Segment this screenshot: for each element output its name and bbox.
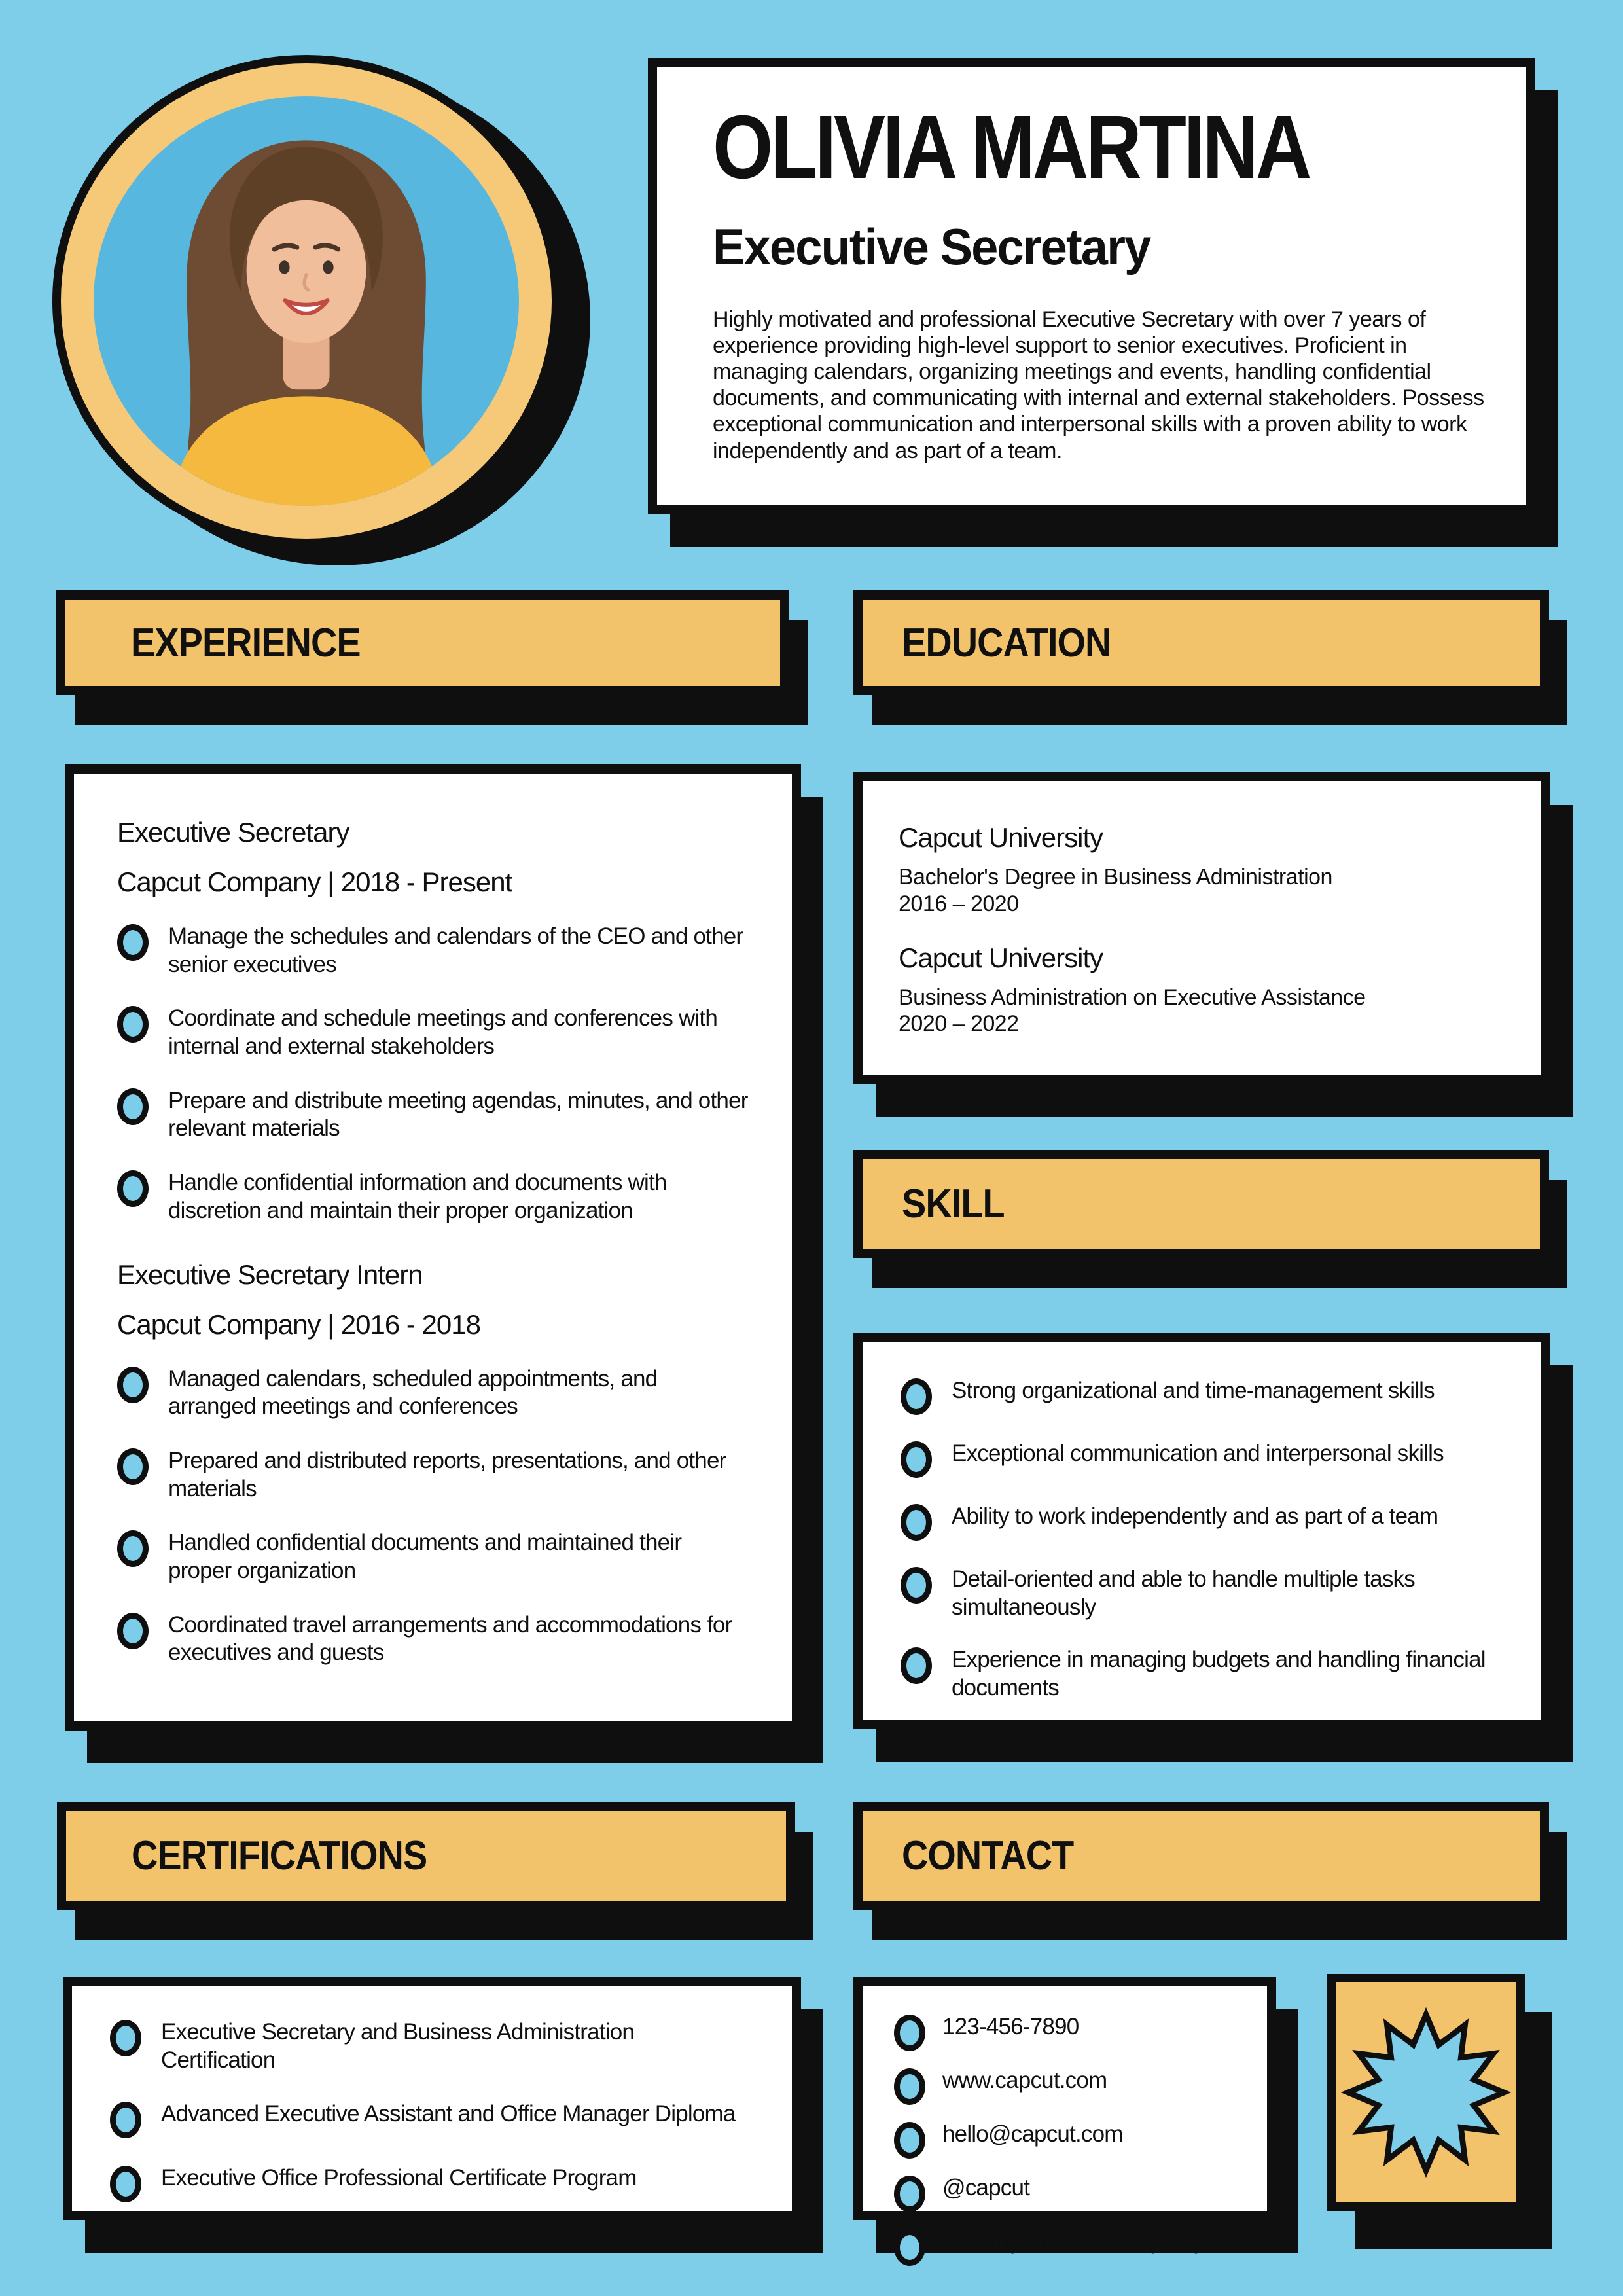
profile-photo-frame [52, 55, 560, 547]
job-bullet-list [117, 923, 749, 1225]
bullet-text: Manage the schedules and calendars of the CEO and other senior executives [168, 924, 743, 977]
website-url: www.capcut.com [942, 2068, 1107, 2093]
education-years: 2020 – 2022 [899, 1011, 1019, 1037]
list-item [901, 1503, 1503, 1541]
bullet-circle-icon [110, 2166, 141, 2202]
school-name: Capcut University [899, 822, 1103, 853]
list-item [117, 923, 749, 978]
job-bullet-list [117, 1365, 749, 1668]
list-item [894, 2067, 1236, 2105]
skill-section-header [853, 1150, 1549, 1258]
phone-number: 123-456-7890 [942, 2014, 1079, 2039]
list-item [901, 1440, 1503, 1478]
list-item [901, 1646, 1503, 1702]
bullet-circle-icon [110, 2102, 141, 2138]
list-item [110, 2164, 754, 2202]
certifications-card [63, 1977, 801, 2220]
bullet-circle-icon [110, 2020, 141, 2056]
list-item [117, 1005, 749, 1060]
certifications-section-header [57, 1802, 795, 1910]
certification-text: Executive Office Professional Certificate Program [161, 2165, 637, 2191]
bullet-circle-icon [117, 1530, 149, 1567]
list-item [117, 1529, 749, 1585]
bullet-circle-icon [117, 924, 149, 961]
bullet-circle-icon [117, 1613, 149, 1649]
skill-text: Strong organizational and time-management skills [952, 1378, 1435, 1403]
bullet-circle-icon [117, 1448, 149, 1485]
education-years: 2016 – 2020 [899, 891, 1019, 916]
list-item [894, 2174, 1236, 2212]
street-address: 123 Anywhere St., Any City [942, 2229, 1205, 2254]
starburst-icon [1340, 2007, 1512, 2178]
social-handle: @capcut [942, 2175, 1030, 2200]
education-heading: EDUCATION [902, 620, 1111, 666]
list-item [110, 2100, 754, 2138]
bullet-circle-icon [894, 2176, 925, 2212]
bullet-text: Coordinate and schedule meetings and conferences with internal and external stakeholders [168, 1005, 717, 1060]
person-job-title: Executive Secretary [713, 218, 1150, 276]
bullet-circle-icon [117, 1006, 149, 1043]
list-item [117, 1365, 749, 1421]
education-entry [899, 942, 1505, 1038]
job-title: Executive Secretary [117, 817, 349, 848]
bullet-text: Managed calendars, scheduled appointments, and arranged meetings and conferences [168, 1365, 658, 1420]
skill-text: Experience in managing budgets and handling financial documents [952, 1647, 1486, 1701]
education-section-header [853, 590, 1549, 695]
person-name: OLIVIA MARTINA [713, 97, 1310, 198]
bullet-circle-icon [894, 2229, 925, 2266]
skill-heading: SKILL [902, 1181, 1005, 1227]
bullet-circle-icon [894, 2015, 925, 2051]
bullet-circle-icon [894, 2068, 925, 2105]
degree-name: Business Administration on Executive Assistance [899, 984, 1366, 1010]
bullet-circle-icon [901, 1647, 932, 1684]
bullet-circle-icon [901, 1441, 932, 1478]
skill-card [853, 1333, 1550, 1729]
job-company-dates: Capcut Company | 2016 - 2018 [117, 1308, 480, 1340]
email-address: hello@capcut.com [942, 2121, 1123, 2147]
skill-list [901, 1377, 1503, 1702]
contact-card [853, 1977, 1276, 2254]
education-card [853, 772, 1550, 1084]
woman-portrait-illustration [94, 96, 519, 506]
job-company-dates: Capcut Company | 2018 - Present [117, 867, 512, 897]
certification-text: Advanced Executive Assistant and Office Manager Diploma [161, 2101, 736, 2127]
bullet-text: Coordinated travel arrangements and accommodations for executives and guests [168, 1611, 732, 1666]
contact-heading: CONTACT [902, 1833, 1074, 1878]
bullet-circle-icon [894, 2122, 925, 2159]
profile-summary: Highly motivated and professional Executive Secretary with over 7 years of experience providing high-level support to senior executives. Proficient in managing calendars, organizing meetings and events, handling confidential documents, and communicating with internal and external stakeholders. Possess exceptional communication and interpersonal skills with a proven ability to work independently and as part of a team. [713, 307, 1484, 463]
bullet-circle-icon [901, 1567, 932, 1604]
certifications-heading: CERTIFICATIONS [132, 1833, 427, 1878]
contact-list [894, 2013, 1236, 2266]
list-item [117, 1087, 749, 1143]
list-item [117, 1447, 749, 1503]
job-title: Executive Secretary Intern [117, 1259, 423, 1290]
skill-text: Exceptional communication and interpersonal skills [952, 1441, 1444, 1466]
list-item [117, 1169, 749, 1225]
list-item [110, 2018, 754, 2074]
header-card [648, 58, 1535, 514]
list-item [894, 2013, 1236, 2051]
school-name: Capcut University [899, 942, 1103, 973]
list-item [894, 2121, 1236, 2159]
bullet-circle-icon [117, 1088, 149, 1125]
bullet-circle-icon [117, 1367, 149, 1403]
starburst-card [1327, 1974, 1525, 2211]
profile-photo [94, 96, 519, 506]
bullet-circle-icon [117, 1170, 149, 1207]
bullet-text: Handled confidential documents and maintained their proper organization [168, 1530, 682, 1583]
experience-heading: EXPERIENCE [131, 620, 361, 666]
contact-section-header [853, 1802, 1549, 1910]
experience-section-header [56, 590, 789, 695]
bullet-circle-icon [901, 1378, 932, 1415]
bullet-circle-icon [901, 1504, 932, 1541]
list-item [894, 2228, 1236, 2266]
certification-list [110, 2018, 754, 2202]
degree-name: Bachelor's Degree in Business Administration [899, 865, 1332, 889]
list-item [117, 1611, 749, 1667]
skill-text: Ability to work independently and as part of a team [952, 1503, 1438, 1529]
list-item [901, 1377, 1503, 1415]
bullet-text: Prepared and distributed reports, presentations, and other materials [168, 1447, 726, 1501]
education-entry [899, 822, 1505, 918]
experience-card [65, 764, 801, 1731]
bullet-text: Prepare and distribute meeting agendas, minutes, and other relevant materials [168, 1087, 748, 1141]
list-item [901, 1566, 1503, 1621]
bullet-text: Handle confidential information and documents with discretion and maintain their proper organization [168, 1170, 667, 1223]
certification-text: Executive Secretary and Business Administration Certification [161, 2019, 635, 2073]
skill-text: Detail-oriented and able to handle multiple tasks simultaneously [952, 1566, 1415, 1620]
